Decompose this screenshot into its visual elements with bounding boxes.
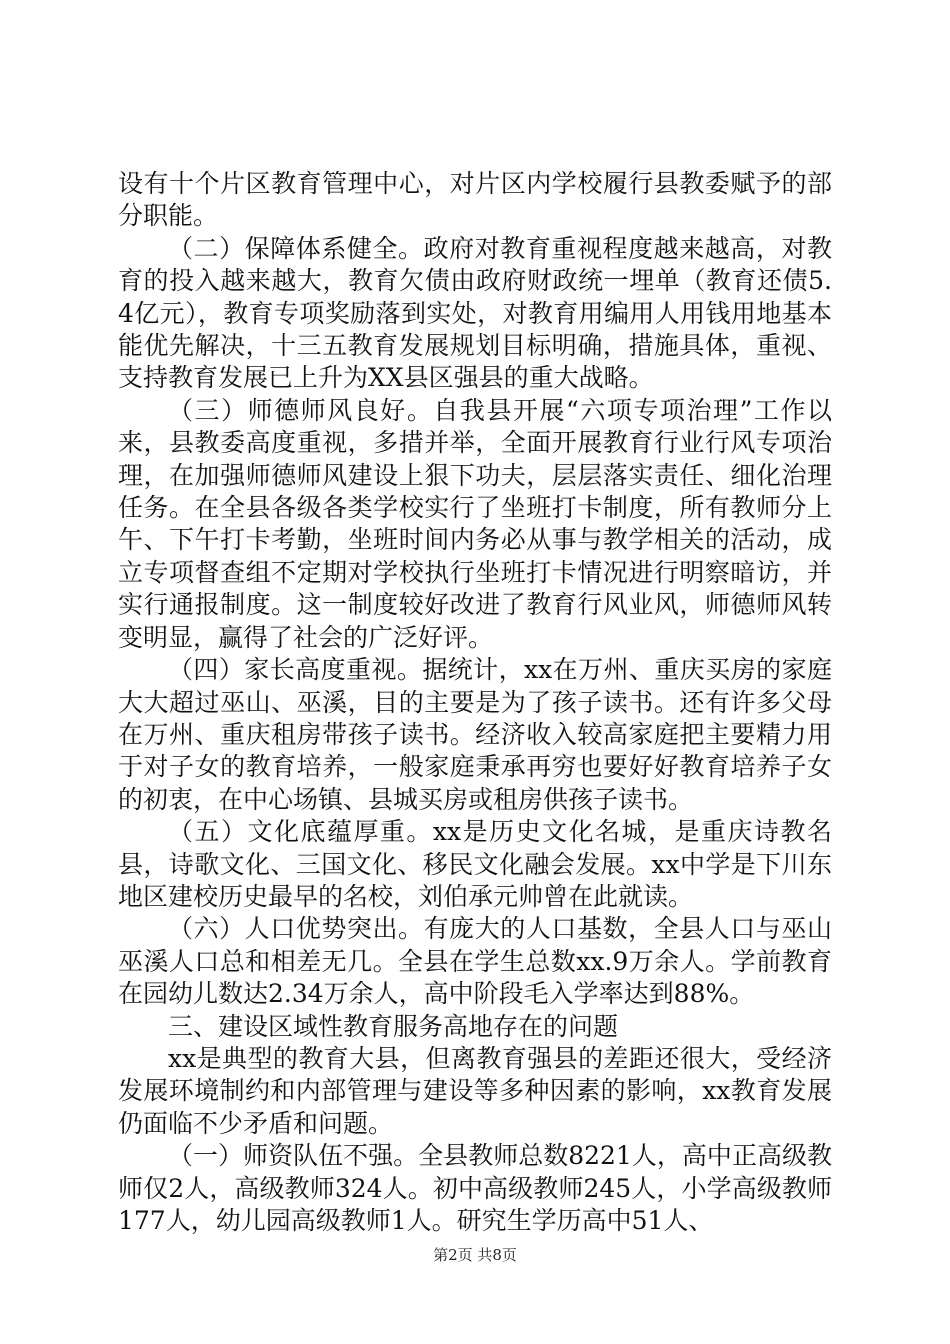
section-heading-problems: 三、建设区域性教育服务高地存在的问题 — [168, 1011, 619, 1041]
document-body — [118, 168, 832, 1237]
paragraph-section-3: （三）师德师风良好。自我县开展“六项专项治理”工作以来，县教委高度重视，多措并举，全面开展教育行业行风专项治理，在加强师德师风建设上狠下功夫，层层落实责任、细化治理任务。在全县各级各类学校实行了坐班打卡制度，所有教师分上午、下午打卡考勤，坐班时间内务必从事与教学相关的活动，成立专项督查组不定期对学校执行坐班打卡情况进行明察暗访，并实行通报制度。这一制度较好改进了教育行风业风，师德师风转变明显，赢得了社会的广泛好评。 — [118, 395, 832, 652]
paragraph-section-6: （六）人口优势突出。有庞大的人口基数，全县人口与巫山巫溪人口总和相差无几。全县在学生总数xx.9万余人。学前教育在园幼儿数达2.34万余人，高中阶段毛入学率达到88%。 — [118, 914, 832, 1009]
page-number-footer: 第2页 共8页 — [433, 1246, 517, 1264]
paragraph-section-2: （二）保障体系健全。政府对教育重视程度越来越高，对教育的投入越来越大，教育欠债由政府财政统一埋单（教育还债5.4亿元），教育专项奖励落到实处，对教育用编用人用钱用地基本能优先解决，十三五教育发展规划目标明确，措施具体，重视、支持教育发展已上升为XX县区强县的重大战略。 — [118, 233, 832, 393]
paragraph-problem-1: （一）师资队伍不强。全县教师总数8221人，高中正高级教师仅2人，高级教师324人。初中高级教师245人，小学高级教师177人，幼儿园高级教师1人。研究生学历高中51人、 — [118, 1141, 832, 1235]
paragraph-section-4: （四）家长高度重视。据统计，xx在万州、重庆买房的家庭大大超过巫山、巫溪，目的主要是为了孩子读书。还有许多父母在万州、重庆租房带孩子读书。经济收入较高家庭把主要精力用于对子女的教育培养，一般家庭秉承再穷也要好好教育培养子女的初衷，在中心场镇、县城买房或租房供孩子读书。 — [118, 655, 832, 814]
paragraph-problems-intro: xx是典型的教育大县，但离教育强县的差距还很大，受经济发展环境制约和内部管理与建设等多种因素的影响，xx教育发展仍面临不少矛盾和问题。 — [118, 1043, 832, 1138]
paragraph-continuation: 设有十个片区教育管理中心，对片区内学校履行县教委赋予的部分职能。 — [118, 169, 832, 231]
paragraph-section-5: （五）文化底蕴厚重。xx是历史文化名城，是重庆诗教名县，诗歌文化、三国文化、移民文化融会发展。xx中学是下川东地区建校历史最早的名校，刘伯承元帅曾在此就读。 — [118, 817, 832, 911]
